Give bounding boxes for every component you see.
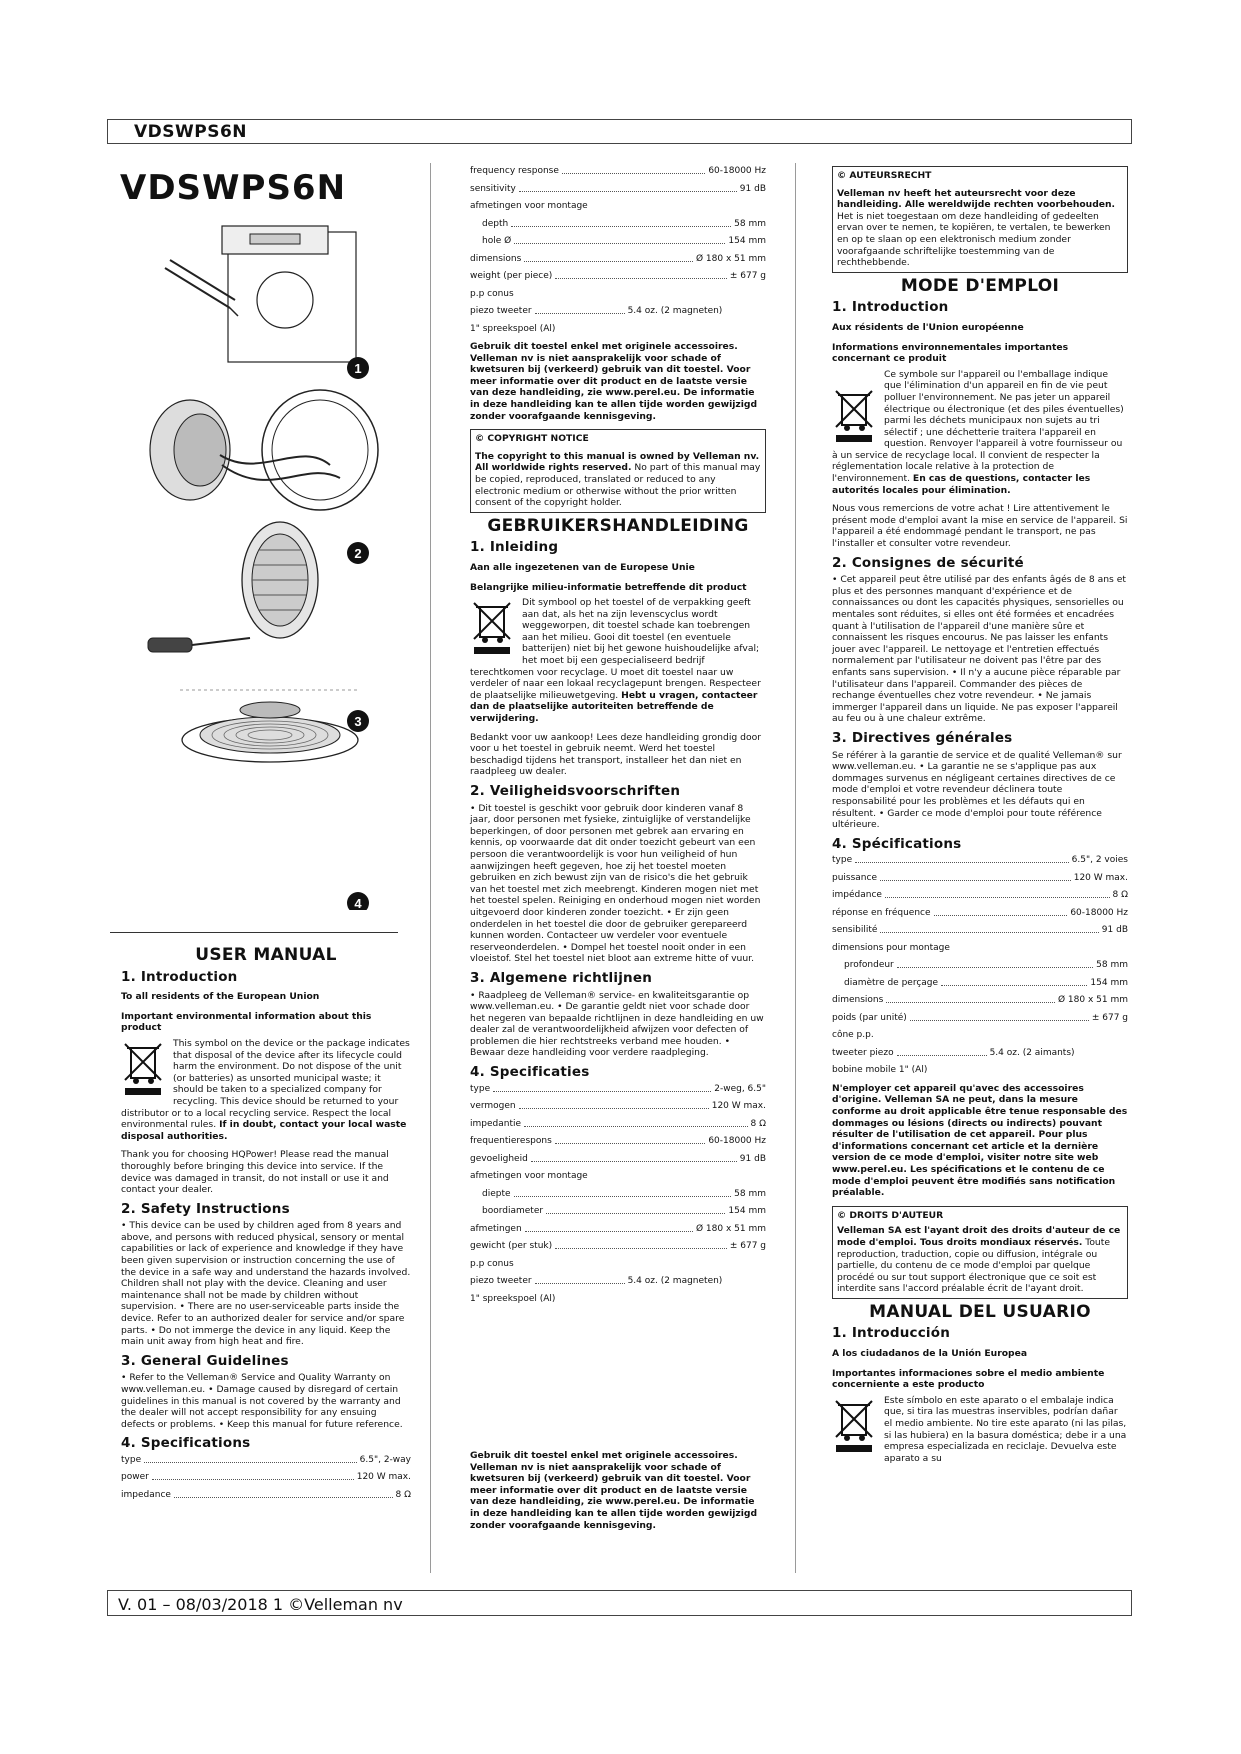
spec-row: impedantie 8 Ω (470, 1118, 766, 1129)
french-manual-title: MODE D'EMPLOI (900, 275, 1060, 296)
product-title: VDSWPS6N (120, 168, 347, 208)
copyright-box (832, 1206, 1128, 1299)
spec-row: réponse en fréquence 60-18000 Hz (832, 907, 1128, 918)
spec-row: weight (per piece) ± 677 g (470, 271, 766, 281)
dutch-warning-paragraph: Gebruik dit toestel enkel met originele accessoires. Velleman nv is niet aansprakelijk voor schade of kwetsuren bij (verkeerd) gebruik van dit toestel. Voor meer informatie over dit product en de laatste versie van deze handleiding, zie www.perel.eu. De informatie in deze handleiding kan te allen tijde worden gewijzigd zonder voorafgaande kennisgeving. (470, 1450, 758, 1531)
subheading: Belangrijke milieu-informatie betreffende dit product (470, 581, 747, 593)
spec-row: impedance 8 Ω (121, 1489, 411, 1500)
copyright-heading: © COPYRIGHT NOTICE (475, 433, 589, 445)
spec-row: diamètre de perçage 154 mm (844, 977, 1128, 988)
warning-paragraph: Gebruik dit toestel enkel met originele accessoires. Velleman nv is niet aansprakelijk voor schade of kwetsuren bij (verkeerd) gebruik van dit toestel. Voor meer informatie over dit product en de laatste versie van deze handleiding, zie www.perel.eu. De informatie in deze handleiding kan te allen tijde worden gewijzigd zonder voorafgaande kennisgeving. (470, 341, 758, 422)
spanish-manual-title: MANUAL DEL USUARIO (869, 1301, 1091, 1322)
section-heading: 1. Introduction (832, 299, 949, 316)
figure-marker-3 (347, 710, 369, 732)
weee-paragraph: Dit symbool op het toestel of de verpakking geeft aan dat, als het na zijn levenscyclus wordt weggeworpen, dit toestel schade kan toebrengen aan het milieu. Gooi dit toestel (en eventuele batterijen) niet bij het gewone huishoudelijke afval; het moet bij een gespecialiseerd bedrijf terechtkomen voor recyclage. U moet dit toestel naar uw verdeler of naar een lokaal recyclagepunt brengen. Respecteer de plaatselijke milieuwetgeving. Hebt u vragen, contacteer dan de plaatselijke autoriteiten betreffende de verwijdering. (470, 597, 761, 725)
section-heading: 1. Introduction (121, 968, 238, 985)
subheading: A los ciudadanos de la Unión Europea (832, 1348, 1028, 1360)
spec-row: power 120 W max. (121, 1472, 411, 1483)
safety-paragraph: • This device can be used by children aged from 8 years and above, and persons with reduced physical, sensory or mental capabilities or lack of experience and knowledge if they have been given supervision or instruction concerning the use of the device in a safe way and understand the hazards involved. Children shall not play with the device. Cleaning and user maintenance shall not be made by children without supervision. • There are no user-serviceable parts inside the device. Refer to an authorized dealer for service and/or spare parts. • Do not immerge the device in any liquid. Keep the main unit away from high heat and fire. (121, 1220, 411, 1348)
dutch-manual-title: GEBRUIKERSHANDLEIDING (487, 515, 749, 536)
spec-row: tweeter piezo 5.4 oz. (2 aimants) (832, 1047, 1075, 1058)
spec-row: type 6.5", 2 voies (832, 855, 1128, 866)
user-manual-title: USER MANUAL (195, 945, 337, 965)
spec-row: piezo tweeter 5.4 oz. (2 magneten) (470, 1276, 723, 1287)
spec-row: dimensions pour montage (832, 942, 950, 953)
spec-row: cône p.p. (832, 1030, 874, 1041)
screwing-figure (148, 522, 318, 652)
copyright-heading: © DROITS D'AUTEUR (837, 1209, 944, 1221)
figure-separator (110, 932, 398, 933)
spec-row: afmetingen voor montage (470, 201, 588, 211)
spec-row: piezo tweeter 5.4 oz. (2 magneten) (470, 306, 723, 316)
spec-row: diepte 58 mm (482, 1188, 766, 1199)
spec-row: profondeur 58 mm (844, 960, 1128, 971)
product-illustration (130, 220, 410, 910)
subheading: Aux résidents de l'Union européenne (832, 321, 1024, 333)
copyright-text: Velleman nv heeft het auteursrecht voor deze handleiding. Alle wereldwijde rechten voorbehouden. Het is niet toegestaan om deze handleiding of gedeelten ervan over te nemen, te kopiëren, te vertalen, te bewerken en op te slaan op een elektronisch medium zonder voorafgaande schriftelijke toestemming van de rechthebbende. (837, 187, 1116, 269)
section-heading: 1. Introducción (832, 1325, 951, 1342)
spec-row: 1" spreekspoel (Al) (470, 1293, 556, 1304)
spec-row: impédance 8 Ω (832, 890, 1128, 901)
section-heading: 4. Specifications (121, 1435, 251, 1452)
spec-row: afmetingen voor montage (470, 1171, 588, 1182)
figure-marker-2 (347, 542, 369, 564)
subheading: Important environmental information about this product (121, 1010, 372, 1034)
svg-text:4: 4 (354, 896, 362, 910)
copyright-box (470, 429, 766, 513)
mounting-template-figure (165, 226, 356, 362)
spec-row: frequentierespons 60-18000 Hz (470, 1136, 766, 1147)
section-heading: 3. General Guidelines (121, 1352, 289, 1369)
spec-row: p.p conus (470, 288, 514, 299)
section-heading: 4. Specificaties (470, 1064, 590, 1081)
installed-speaker-figure (180, 690, 360, 762)
spec-row: sensitivity 91 dB (470, 183, 766, 194)
spec-row: type 6.5", 2-way (121, 1454, 411, 1465)
header-title: VDSWPS6N (134, 122, 248, 142)
page-footer (107, 1590, 1132, 1616)
section-heading: 3. Directives générales (832, 729, 1013, 746)
spec-row: afmetingen Ø 180 x 51 mm (470, 1223, 766, 1234)
spec-row: p.p conus (470, 1258, 514, 1269)
copyright-box (832, 166, 1128, 273)
copyright-heading: © AUTEURSRECHT (837, 170, 932, 181)
guidelines-paragraph: Se référer à la garantie de service et de qualité Velleman® sur www.velleman.eu. • La garantie ne se s'applique pas aux dommages survenus en négligeant certaines directives de ce mode d'emploi et votre revendeur déclinera toute responsabilité pour les problèmes et les défauts qui en résultent. • Garder ce mode d'emploi pour toute référence ultérieure. (832, 749, 1122, 831)
spec-row: gewicht (per stuk) ± 677 g (470, 1241, 766, 1252)
weee-icon (832, 1397, 878, 1453)
section-heading: 2. Consignes de sécurité (832, 554, 1024, 571)
column-divider (795, 163, 796, 1573)
column-english (121, 944, 411, 1507)
spec-row: puissance 120 W max. (832, 872, 1128, 883)
spec-row: gevoeligheid 91 dB (470, 1153, 766, 1164)
copyright-text: Velleman SA est l'ayant droit des droits d'auteur de ce mode d'emploi. Tous droits mondiaux réservés. Toute reproduction, traduction, copie ou diffusion, intégrale ou partielle, du contenu de ce mode d'emploi par quelque procédé ou sur tout support électronique que ce soit est interdite sans l'accord préalable écrit de l'ayant droit. (837, 1225, 1121, 1295)
subheading: Aan alle ingezetenen van de Europese Unie (470, 561, 695, 573)
thanks-paragraph: Bedankt voor uw aankoop! Lees deze handleiding grondig door voor u het toestel in gebruik neemt. Werd het toestel beschadigd tijdens het transport, installeer het dan niet en raadpleeg uw dealer. (470, 731, 761, 778)
footer-text: V. 01 – 08/03/2018 1 ©Velleman nv (118, 1595, 403, 1614)
weee-paragraph: Este símbolo en este aparato o el embalaje indica que, si tira las muestras inservibles, podrían dañar el medio ambiente. No tire este aparato (ni las pilas, si las hubiera) en la basura doméstica; debe ir a una empresa especializada en reciclaje. Devuelva este aparato a su (832, 1395, 1128, 1465)
spec-row: vermogen 120 W max. (470, 1101, 766, 1112)
guidelines-paragraph: • Raadpleeg de Velleman® service- en kwaliteitsgarantie op www.velleman.eu. • De garantie geldt niet voor schade door het negeren van bepaalde richtlijnen in deze handleiding en uw dealer zal de verantwoordelijkheid afwijzen voor defecten of problemen die hier rechtstreeks verband mee houden. • Bewaar deze handleiding voor verdere raadpleging. (470, 989, 764, 1059)
figure-marker-1 (347, 357, 369, 379)
column-divider (430, 163, 431, 1573)
guidelines-paragraph: • Refer to the Velleman® Service and Quality Warranty on www.velleman.eu. • Damage caused by disregard of certain guidelines in this manual is not covered by the warranty and the dealer will not accept responsibility for any ensuing defects or problems. • Keep this manual for future reference. (121, 1372, 403, 1430)
section-heading: 1. Inleiding (470, 539, 559, 556)
spec-row: boordiameter 154 mm (482, 1206, 766, 1217)
spec-row: 1" spreekspoel (Al) (470, 323, 556, 334)
spec-row: dimensions Ø 180 x 51 mm (832, 995, 1128, 1006)
page-header (107, 119, 1132, 144)
weee-paragraph: This symbol on the device or the package indicates that disposal of the device after its lifecycle could harm the environment. Do not dispose of the unit (or batteries) as unsorted municipal waste; it should be taken to a specialized company for recycling. This device should be returned to your distributor or to a local recycling service. Respect the local environmental rules. If in doubt, contact your local waste disposal authorities. (121, 1037, 410, 1142)
figure-marker-4 (347, 892, 369, 910)
thanks-paragraph: Thank you for choosing HQPower! Please read the manual thoroughly before bringing this device into service. If the device was damaged in transit, do not install or use it and contact your dealer. (121, 1149, 389, 1196)
subheading: Importantes informaciones sobre el medio ambiente concerniente a este producto (832, 1367, 1105, 1391)
spec-row: type 2-weg, 6.5" (470, 1083, 766, 1094)
column-dutch (470, 166, 766, 1311)
thanks-paragraph: Nous vous remercions de votre achat ! Lire attentivement le présent mode d'emploi avant la mise en service de l'appareil. Si l'appareil a été endommagé pendant le transport, ne pas l'installer et consulter votre revendeur. (832, 503, 1128, 550)
section-heading: 3. Algemene richtlijnen (470, 969, 653, 986)
safety-paragraph: • Cet appareil peut être utilisé par des enfants âgés de 8 ans et plus et des personnes manquant d'expérience et de connaissances ou dont les capacités physiques, sensorielles ou mentales sont réduites, si elles ont été formées et encadrées quant à l'utilisation de l'appareil d'une manière sûre et connaissent les risques encourus. Ne pas laisser les enfants jouer avec l'appareil. Le nettoyage et l'entretien effectués normalement par l'utilisateur ne doivent pas l'être par des enfants sans supervision. • Il n'y a aucune pièce réparable par l'utilisateur dans l'appareil. Commander des pièces de rechange éventuelles chez votre revendeur. • Ne jamais immerger l'appareil dans un liquide. Ne pas exposer l'appareil au feu ou à une chaleur extrême. (832, 574, 1127, 725)
section-heading: 2. Safety Instructions (121, 1200, 290, 1217)
wiring-figure (150, 390, 378, 510)
weee-icon (832, 387, 878, 443)
warning-paragraph: N'employer cet appareil qu'avec des accessoires d'origine. Velleman SA ne peut, dans la mesure conforme au droit applicable être tenue responsable des dommages ou lésions (directs ou indirects) pouvant résulter de l'utilisation de cet appareil. Pour plus d'informations concernant cet article et la dernière version de ce mode d'emploi, visiter notre site web www.perel.eu. Les spécifications et le contenu de ce mode d'emploi peuvent être modifiés sans notification préalable. (832, 1082, 1128, 1199)
copyright-text: The copyright to this manual is owned by Velleman nv. All worldwide rights reserved. No part of this manual may be copied, reproduced, translated or reduced to any electronic medium or otherwise without the prior written consent of the copyright holder. (475, 450, 761, 509)
weee-paragraph: Ce symbole sur l'appareil ou l'emballage indique que l'élimination d'un appareil en fin de vie peut polluer l'environnement. Ne pas jeter un appareil électrique ou électronique (et des piles éventuelles) parmi les déchets municipaux non sujets au tri sélectif ; une déchetterie traitera l'appareil en question. Renvoyer l'appareil à votre fournisseur ou à un service de recyclage local. Il convient de respecter la réglementation locale relative à la protection de l'environnement. En cas de questions, contacter les autorités locales pour élimination. (832, 368, 1124, 496)
section-heading: 4. Spécifications (832, 835, 962, 852)
svg-text:2: 2 (354, 546, 362, 561)
spec-row: depth 58 mm (482, 218, 766, 229)
weee-icon (121, 1040, 167, 1096)
column-french (832, 166, 1128, 1471)
spec-row: sensibilité 91 dB (832, 925, 1128, 936)
spec-row: bobine mobile 1" (Al) (832, 1065, 928, 1076)
spec-row: poids (par unité) ± 677 g (832, 1012, 1128, 1023)
spec-row: dimensions Ø 180 x 51 mm (470, 253, 766, 264)
spec-row: frequency response 60-18000 Hz (470, 166, 766, 176)
section-heading: 2. Veiligheidsvoorschriften (470, 783, 681, 799)
safety-paragraph: • Dit toestel is geschikt voor gebruik door kinderen vanaf 8 jaar, door personen met fysieke, zintuiglijke of verstandelijke beperkingen, of door personen met gebrek aan ervaring en kennis, op voorwaarde dat dit onder toezicht gebeurt van een persoon die verantwoordelijk is voor hun veiligheid of hun aanwijzingen heeft gegeven, hoe zij het toestel moeten gebruiken en zich bewust zijn van de risico's die het gebruik van het toestel met zich meebrengt. Kinderen mogen niet met het toestel spelen. Reiniging en onderhoud mogen niet worden uitgevoerd door kinderen zonder toezicht. • Er zijn geen onderdelen in het toestel die door de gebruiker gerepareerd kunnen worden. Contacteer uw verdeler voor eventuele reserveonderdelen. • Dompel het toestel nooit onder in een vloeistof. Stel het toestel niet bloot aan extreme hitte of vuur. (470, 802, 761, 965)
spec-row: hole Ø 154 mm (482, 236, 766, 246)
subheading: Informations environnementales importantes concernant ce produit (832, 341, 1069, 365)
svg-text:3: 3 (354, 714, 362, 729)
svg-text:1: 1 (354, 361, 362, 376)
subheading: To all residents of the European Union (121, 991, 320, 1003)
weee-icon (470, 599, 516, 655)
